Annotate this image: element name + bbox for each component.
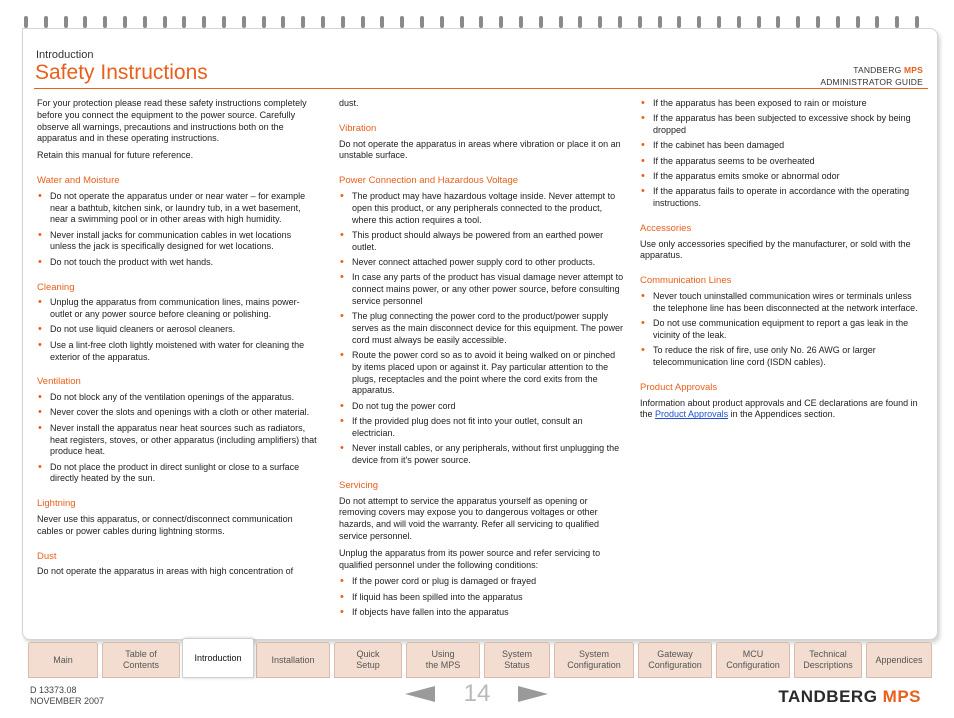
binder-hole: [658, 16, 662, 28]
binder-hole: [123, 16, 127, 28]
list-item: • Never cover the slots and openings with a cloth or other material.: [37, 407, 319, 419]
binder-hole: [757, 16, 761, 28]
binder-hole: [539, 16, 543, 28]
tab-label: Using: [431, 649, 455, 659]
list-item: • The product may have hazardous voltage inside. Never attempt to open this product, or any peripherals connected to the product, where this action requires a tool.: [339, 191, 624, 226]
binder-hole: [717, 16, 721, 28]
section-tabs: [22, 638, 938, 680]
brand-product: MPS: [903, 65, 923, 75]
power-list: [339, 191, 624, 467]
tab-label-2: Contents: [122, 660, 160, 670]
binder-hole: [519, 16, 523, 28]
list-item: • Do not use communication equipment to report a gas leak in the vicinity of the leak.: [640, 318, 923, 342]
heading-accessories: Accessories: [640, 222, 692, 234]
list-item: • If the apparatus has been exposed to rain or moisture: [640, 98, 923, 110]
list-item: • If the apparatus emits smoke or abnormal odor: [640, 171, 923, 183]
list-item: • Use a lint-free cloth lightly moistened with water for cleaning the exterior of the apparatus.: [37, 340, 319, 364]
binder-hole: [222, 16, 226, 28]
binder-hole: [64, 16, 68, 28]
binder-hole: [202, 16, 206, 28]
product-approvals-link[interactable]: Product Approvals: [655, 409, 729, 420]
ventilation-list: [37, 392, 319, 485]
tab-label: Gateway: [657, 649, 693, 659]
tab-label-2: Setup: [356, 660, 380, 670]
binder-hole: [341, 16, 345, 28]
list-item: • This product should always be powered from an earthed power outlet.: [339, 230, 624, 254]
brand-name: TANDBERG: [853, 65, 902, 75]
tab-label: Introduction: [194, 652, 242, 663]
binder-hole: [895, 16, 899, 28]
binder-hole: [361, 16, 365, 28]
document-info: [30, 685, 104, 707]
tab-main[interactable]: [28, 642, 98, 678]
binder-hole: [182, 16, 186, 28]
binder-hole: [262, 16, 266, 28]
binder-hole: [816, 16, 820, 28]
tab-technical-descriptions[interactable]: [794, 642, 862, 678]
tab-using-the-mps[interactable]: [406, 642, 480, 678]
list-item: • If the provided plug does not fit into your outlet, consult an electrician.: [339, 416, 624, 440]
binder-hole: [796, 16, 800, 28]
list-item: • Do not use liquid cleaners or aerosol cleaners.: [37, 324, 319, 336]
tab-label: System: [501, 649, 532, 659]
tab-label: Technical: [809, 649, 847, 659]
accessories-text: Use only accessories specified by the manufacturer, or sold with the apparatus.: [640, 238, 911, 261]
heading-cleaning: Cleaning: [37, 281, 75, 293]
tab-gateway-configuration[interactable]: [638, 642, 712, 678]
column-1: [37, 98, 319, 583]
list-item: • If the power cord or plug is damaged or frayed: [339, 576, 624, 588]
document-id: D 13373.08: [30, 685, 77, 695]
binder-hole: [836, 16, 840, 28]
binder-hole: [44, 16, 48, 28]
approvals-text-after: in the Appendices section.: [730, 409, 836, 420]
list-item: • Do not block any of the ventilation openings of the apparatus.: [37, 392, 319, 404]
binder-hole: [301, 16, 305, 28]
dust-text: Do not operate the apparatus in areas with high concentration of: [37, 566, 294, 577]
tab-label: MCU: [742, 649, 764, 659]
header-divider: [34, 88, 928, 89]
heading-water-moisture: Water and Moisture: [37, 174, 120, 186]
tab-label: Quick: [356, 649, 380, 659]
tab-label-2: Configuration: [648, 660, 702, 670]
list-item: • Never touch uninstalled communication wires or terminals unless the telephone line has been disconnected at the network interface.: [640, 291, 923, 315]
tab-label: Table of: [125, 649, 157, 659]
list-item: • If the apparatus fails to operate in accordance with the operating instructions.: [640, 186, 923, 210]
tab-table-of-contents[interactable]: [102, 642, 180, 678]
binder-hole: [83, 16, 87, 28]
footer-brand-name: TANDBERG: [778, 687, 878, 706]
list-item: • Do not place the product in direct sunlight or close to a surface directly heated by the sun.: [37, 462, 319, 486]
intro-text: For your protection please read these safety instructions completely before you connect the equipment to the power source. Carefully observe all warnings, precautions and instructions both on the apparatus and in these operating instructions.: [37, 98, 307, 144]
retain-text: Retain this manual for future reference.: [37, 150, 194, 161]
servicing-list-cont: [640, 98, 923, 210]
list-item: • Never install cables, or any peripherals, without first unplugging the device from it's power source.: [339, 443, 624, 467]
binder-hole: [559, 16, 563, 28]
list-item: • If objects have fallen into the apparatus: [339, 607, 624, 619]
list-item: • Never connect attached power supply cord to other products.: [339, 257, 624, 269]
water-list: [37, 191, 319, 269]
binder-hole: [915, 16, 919, 28]
list-item: • Never install jacks for communication cables in wet locations unless the jack is specifically designed for wet locations.: [37, 230, 319, 254]
heading-ventilation: Ventilation: [37, 376, 81, 388]
previous-page-arrow-icon[interactable]: [405, 686, 435, 702]
page-title: Safety Instructions: [35, 61, 208, 84]
list-item: • If liquid has been spilled into the apparatus: [339, 592, 624, 604]
approvals-text: [640, 398, 923, 422]
tab-installation[interactable]: [256, 642, 330, 678]
binder-hole: [103, 16, 107, 28]
guide-name: ADMINISTRATOR GUIDE: [820, 77, 923, 87]
page-number: 14: [463, 680, 491, 707]
binder-hole: [242, 16, 246, 28]
binder-hole: [618, 16, 622, 28]
binder-hole: [321, 16, 325, 28]
binder-hole: [856, 16, 860, 28]
tab-introduction[interactable]: [182, 638, 254, 678]
column-3: [640, 98, 923, 426]
list-item: • The plug connecting the power cord to the product/power supply serves as the main disconnect device for this equipment. The power cord must always be easily accessible.: [339, 311, 624, 346]
list-item: • In case any parts of the product has visual damage never attempt to connect mains power, or any other power source, before consulting service personnel: [339, 272, 624, 307]
list-item: • Never install the apparatus near heat sources such as radiators, heat registers, stoves, or other apparatus (including amplifiers) that produce heat.: [37, 423, 319, 458]
list-item: • Unplug the apparatus from communication lines, mains power-outlet or any power source before cleaning or polishing.: [37, 297, 319, 321]
footer-brand-product: MPS: [882, 687, 921, 706]
binder-hole: [499, 16, 503, 28]
tab-label-2: Status: [504, 660, 530, 670]
vibration-text: Do not operate the apparatus in areas where vibration or place it on an unstable surface.: [339, 138, 621, 161]
tab-label: Main: [53, 654, 73, 665]
binder-hole: [24, 16, 28, 28]
column-2: [339, 98, 624, 622]
heading-servicing: Servicing: [339, 479, 379, 491]
tab-quick-setup[interactable]: [334, 642, 402, 678]
heading-vibration: Vibration: [339, 122, 377, 134]
list-item: • If the apparatus has been subjected to excessive shock by being dropped: [640, 113, 923, 137]
heading-lightning: Lightning: [37, 498, 76, 510]
heading-communication-lines: Communication Lines: [640, 275, 732, 287]
binder-hole: [638, 16, 642, 28]
list-item: • If the apparatus seems to be overheated: [640, 156, 923, 168]
tab-label: Installation: [271, 654, 315, 665]
binder-hole: [479, 16, 483, 28]
heading-power-connection: Power Connection and Hazardous Voltage: [339, 175, 519, 187]
tab-mcu-configuration[interactable]: [716, 642, 790, 678]
binder-hole: [143, 16, 147, 28]
list-item: • Route the power cord so as to avoid it being walked on or pinched by items placed upon or against it. Pay particular attention to the plugs, receptacles and the point where the cord exits from the apparatus.: [339, 350, 624, 397]
binder-hole: [677, 16, 681, 28]
document-date: NOVEMBER 2007: [30, 696, 105, 706]
list-item: • Do not operate the apparatus under or near water – for example near a bathtub, kitchen sink, or laundry tub, in a wet basement, near a swimming pool or in other areas with high humidity.: [37, 191, 319, 226]
section-label: Introduction: [36, 49, 94, 61]
lightning-text: Never use this apparatus, or connect/disconnect communication cables or power cables during lightning storms.: [37, 514, 293, 536]
binder-hole: [460, 16, 464, 28]
list-item: • Do not touch the product with wet hands.: [37, 257, 319, 269]
binder-hole: [875, 16, 879, 28]
heading-dust: Dust: [37, 550, 57, 562]
tab-label: System: [578, 649, 609, 659]
next-page-arrow-icon[interactable]: [518, 686, 548, 702]
list-item: • To reduce the risk of fire, use only No. 26 AWG or larger telecommunication line cord (ISDN cables).: [640, 345, 923, 369]
list-item: • If the cabinet has been damaged: [640, 140, 923, 152]
binder-hole: [400, 16, 404, 28]
tab-system-configuration[interactable]: [554, 642, 634, 678]
tab-label-2: Configuration: [567, 660, 621, 670]
tab-system-status[interactable]: [484, 642, 550, 678]
binder-hole: [420, 16, 424, 28]
binder-hole: [598, 16, 602, 28]
list-item: • Do not tug the power cord: [339, 401, 624, 413]
servicing-text-1: Do not attempt to service the apparatus yourself as opening or removing covers may expose you to dangerous voltages or other hazards, and will void the warranty. Refer all servicing to qualified service personnel.: [339, 495, 599, 541]
binder-hole: [578, 16, 582, 28]
header-brand: [820, 64, 923, 88]
approvals-text-before: Information about product approvals and CE declarations are found in the: [640, 397, 918, 420]
tab-label-2: Configuration: [726, 660, 780, 670]
binder-hole: [440, 16, 444, 28]
dust-text-cont: dust.: [339, 98, 359, 108]
tab-label: Appendices: [875, 654, 923, 665]
tab-appendices[interactable]: [866, 642, 932, 678]
tab-label-2: the MPS: [425, 660, 461, 670]
binder-hole: [737, 16, 741, 28]
footer-logo: [778, 687, 921, 707]
binder-hole: [163, 16, 167, 28]
tab-label-2: Descriptions: [803, 660, 853, 670]
servicing-list: [339, 576, 624, 618]
binder-hole: [776, 16, 780, 28]
binder-hole: [697, 16, 701, 28]
heading-product-approvals: Product Approvals: [640, 381, 718, 393]
communication-list: [640, 291, 923, 369]
binder-hole: [281, 16, 285, 28]
binder-hole: [380, 16, 384, 28]
servicing-text-2: Unplug the apparatus from its power source and refer servicing to qualified personnel under the following conditions:: [339, 547, 601, 570]
cleaning-list: [37, 297, 319, 363]
